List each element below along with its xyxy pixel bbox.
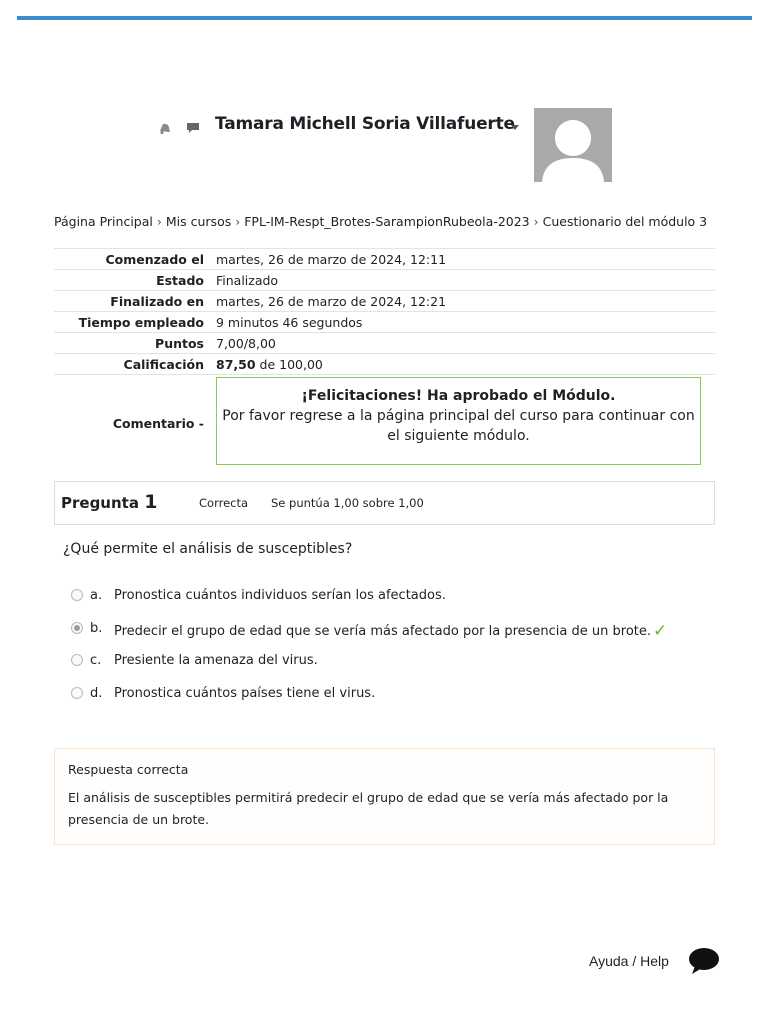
state-value: Finalizado: [210, 270, 715, 291]
breadcrumb-item-quiz[interactable]: Cuestionario del módulo 3: [542, 214, 708, 229]
summary-row: [54, 270, 715, 291]
answer-text: Predecir el grupo de edad que se vería más afectado por la presencia de un brote.: [114, 623, 652, 639]
summary-row: [54, 291, 715, 312]
grade-value: [210, 354, 715, 375]
points-value: 7,00/8,00: [210, 333, 715, 354]
time-label: Tiempo empleado: [54, 312, 210, 333]
radio-button[interactable]: [71, 687, 83, 699]
finished-label: Finalizado en: [54, 291, 210, 312]
answer-list: [70, 586, 710, 716]
chevron-right-icon: ›: [533, 214, 539, 229]
breadcrumb-item-course[interactable]: FPL-IM-Respt_Brotes-SarampionRubeola-2023: [244, 214, 530, 229]
question-number: [61, 491, 157, 513]
radio-button-selected[interactable]: [71, 622, 83, 634]
grade-bold: 87,50: [216, 356, 256, 372]
answer-text-wrap: [114, 621, 667, 641]
question-state: Correcta: [199, 496, 249, 510]
answer-option-a: [70, 586, 710, 619]
comment-cell: [210, 375, 715, 472]
answer-text: Pronostica cuántos individuos serían los afectados.: [114, 588, 446, 603]
comment-body: Por favor regrese a la página principal del curso para continuar con el siguiente módulo.: [222, 408, 695, 444]
radio-button[interactable]: [71, 589, 83, 601]
state-label: Estado: [54, 270, 210, 291]
radio-button[interactable]: [71, 654, 83, 666]
answer-letter: c.: [90, 653, 102, 668]
top-accent-bar: [17, 16, 752, 20]
chat-icon[interactable]: [186, 120, 200, 134]
grade-rest: de 100,00: [255, 356, 323, 372]
question-label: Pregunta: [61, 494, 139, 512]
points-label: Puntos: [54, 333, 210, 354]
bell-icon[interactable]: [158, 120, 172, 134]
question-num: 1: [144, 491, 158, 513]
feedback-text: El análisis de susceptibles permitirá predecir el grupo de edad que se vería más afectado por la presencia de un brote.: [68, 790, 669, 827]
feedback-title: Respuesta correcta: [68, 762, 189, 777]
answer-option-b: [70, 619, 710, 652]
answer-letter: a.: [90, 588, 103, 603]
user-name[interactable]: Tamara Michell Soria Villafuerte: [215, 114, 515, 134]
comment-title: ¡Felicitaciones! Ha aprobado el Módulo.: [301, 388, 616, 404]
answer-option-d: [70, 684, 710, 717]
question-text: ¿Qué permite el análisis de susceptibles?: [63, 541, 353, 557]
finished-value: martes, 26 de marzo de 2024, 12:21: [210, 291, 715, 312]
avatar[interactable]: [534, 108, 612, 182]
summary-row: [54, 312, 715, 333]
comment-label: Comentario -: [54, 375, 210, 472]
started-label: Comenzado el: [54, 249, 210, 270]
attempt-summary-table: [54, 248, 715, 471]
help-link[interactable]: Ayuda / Help: [589, 953, 669, 969]
answer-text: Presiente la amenaza del virus.: [114, 653, 318, 668]
time-value: 9 minutos 46 segundos: [210, 312, 715, 333]
feedback-box: [54, 748, 715, 845]
summary-row: [54, 354, 715, 375]
chevron-right-icon: ›: [156, 214, 162, 229]
grade-label: Calificación: [54, 354, 210, 375]
answer-letter: b.: [90, 620, 103, 636]
summary-row: [54, 333, 715, 354]
answer-option-c: [70, 651, 710, 684]
help-chat-icon[interactable]: [688, 946, 720, 976]
answer-text: Pronostica cuántos países tiene el virus.: [114, 685, 376, 701]
summary-row: [54, 375, 715, 472]
breadcrumb-item-home[interactable]: Página Principal: [54, 214, 153, 229]
summary-row: [54, 249, 715, 270]
question-info-box: [54, 481, 715, 525]
caret-down-icon[interactable]: [511, 125, 519, 130]
user-menu-bar: [156, 108, 616, 184]
breadcrumb: [54, 214, 707, 229]
breadcrumb-item-my-courses[interactable]: Mis cursos: [165, 214, 232, 229]
chevron-right-icon: ›: [235, 214, 241, 229]
question-grade: Se puntúa 1,00 sobre 1,00: [271, 496, 424, 510]
started-value: martes, 26 de marzo de 2024, 12:11: [210, 249, 715, 270]
comment-box: [216, 377, 701, 465]
check-icon: ✓: [653, 620, 668, 641]
answer-letter: d.: [90, 685, 103, 701]
